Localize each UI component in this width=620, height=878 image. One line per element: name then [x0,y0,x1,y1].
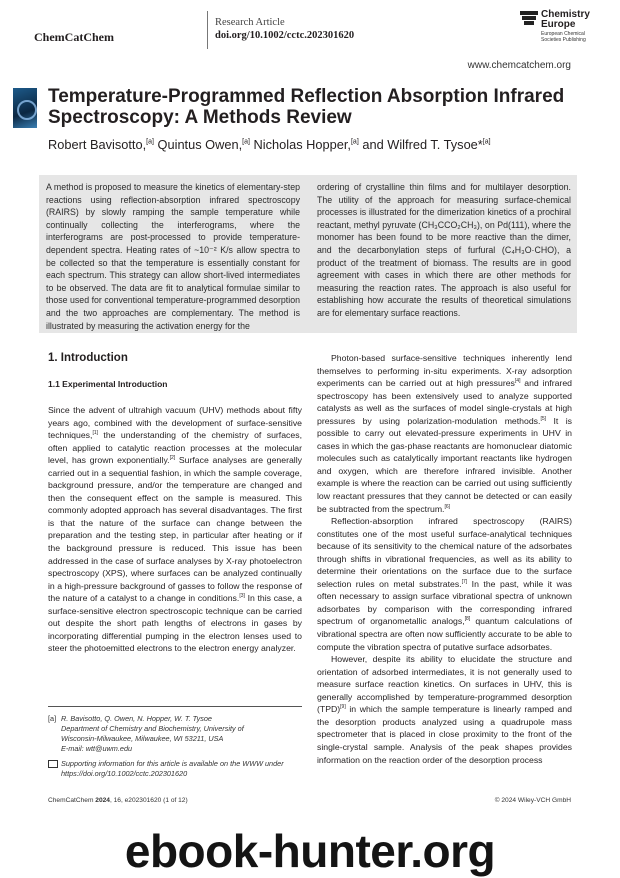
citation-ref[interactable]: [7] [461,578,468,585]
body-text: quantum calculations of vibrational spectra are often now sufficiently accurate to be able to compute the vibration spectra of putative surface adsorbates. [317,616,572,652]
author-list [48,137,608,152]
page-footer-copyright: © 2024 Wiley-VCH GmbH [494,797,571,804]
publisher-subtitle: European Chemical Societies Publishing [541,31,586,43]
section-heading: 1. Introduction [48,352,128,364]
article-title: Temperature-Programmed Reflection Absorption Infrared Spectroscopy: A Methods Review [48,86,565,128]
footer-journal: ChemCatChem [48,797,96,804]
body-text: Surface analyses are generally carried out in a sequential fashion, in which the sample coverage, background pressure, and/or the temperature are changed and then the consequent effect on the sample is measured. This commonly adopted approach has several disadvantages. The first is that the nature of the surface can change between the preparation and the testing step, in particular after heating or if the background pressure is reduced. This issue has been addressed in the case of surface analyses by X-ray photoelectron spectroscopy (XPS), where surfaces can be analyzed continually in a high-pressure background of gasses to follow the response of the nature of a catalyst to a change in conditions. [48,455,302,604]
header-divider [207,11,208,49]
body-paragraph [48,404,302,655]
citation-ref[interactable]: [9] [340,704,346,711]
citation-ref[interactable]: [6] [444,503,451,510]
citation-ref[interactable]: [1] [92,430,98,437]
author-name: and Wilfred T. Tysoe* [358,137,483,152]
body-text: In this case, a surface-sensitive electron spectroscopic technique can be carried out despite the short path lengths of electrons in gases by incorporating differential pumping in the electron lenses used to steer the photoemitted electrons to the electron energy analyzer. [48,593,302,654]
author-affiliation: [a] [242,138,250,146]
subsection-heading: 1.1 Experimental Introduction [48,379,168,389]
supporting-info-footnote [48,759,302,779]
author-email-link[interactable]: E-mail: wtt@uwm.edu [61,744,133,753]
abstract-text-right: ordering of crystalline thin films and for multilayer desorption. The utility of the approach for measuring surface-chemical processes is illustrated for the dimerization kinetics of a prochiral reactant, methyl pyruvate (CH₃CCO₂CH₃), on Pd(111), where the monomer has been found to be more reactive than the dimer, and the decarbonylation steps of furfural (C₄H₃O·CHO), a product of the treatment of biomass. The results are in good agreement with cases in which there are other methods for measuring the reaction rates. The approach is also useful for establishing how accurate the results of theoretical simulations are for elementary surface reactions. [317,182,571,318]
computer-icon [48,760,58,768]
journal-cover-thumbnail [13,88,37,128]
author-name: Robert Bavisotto, [48,137,147,152]
citation-ref[interactable]: [3] [239,593,245,600]
body-text: However, despite its ability to elucidate the structure and orientation of adsorbed intermediates, it is not generally used to measure surface reaction kinetics. On surfaces in UHV, this is generally accomplished by temperature-programmed desorption (TPD) [317,654,572,715]
citation-ref[interactable]: [4] [514,378,521,385]
watermark-text: ebook-hunter.org [124,825,496,877]
body-column-left [48,404,302,655]
journal-website-link[interactable]: www.chemcatchem.org [467,60,571,71]
footer-year: 2024 [95,797,110,804]
footnote-marker: [a] [48,714,57,723]
page-footer-citation [48,797,188,804]
body-paragraph [317,515,572,653]
footer-volume: , 16, e202301620 (1 of 12) [109,797,188,804]
affiliation-line: R. Bavisotto, Q. Owen, N. Hopper, W. T. Tysoe [61,714,212,723]
citation-ref[interactable]: [2] [169,455,176,462]
author-name: Quintus Owen, [153,137,243,152]
author-name: Nicholas Hopper, [249,137,351,152]
article-doi-link[interactable]: doi.org/10.1002/cctc.202301620 [215,30,355,41]
body-text: In the past, while it was often necessary to assign surface vibrational spectra of unknown adsorbates by comparison with the corresponding infrared spectrum of organometallic analogs, [317,578,573,627]
body-text: and infrared spectroscopy has been extensively used to analyze supported catalysts as well as the surfaces of model single-crystals at high pressures by using polarization-modulation methods. [317,378,572,426]
citation-ref[interactable]: [5] [540,415,546,422]
affiliation-line: Department of Chemistry and Biochemistry, University of [61,724,244,733]
citation-ref[interactable]: [8] [464,616,471,623]
publisher-name: Chemistry Europe [541,9,590,30]
body-text: Photon-based surface-sensitive techniques inherently lend themselves to performing in-situ experiments. X-ray adsorption experiments can be carried out at high pressures [317,353,572,389]
body-text: It is possible to carry out elevated-pressure experiments in UHV in cases in which the gas-phase reactants are homonuclear diatomic molecules such as catalytically important reactants like hydrogen and oxygen, which are therefore infrared invisible. Another example is where the reaction can be carried out using sufficiently low reactant pressures that they cannot be detected or can easily be subtracted from the spectrum. [317,415,572,514]
supporting-info-text[interactable]: Supporting information for this article is available on the WWW under https://doi.org/10.1002/cctc.202301620 [61,759,284,778]
affiliation-footnote [48,714,302,754]
affiliation-line: Wisconsin-Milwaukee, Milwaukee, WI 53211, USA [61,734,224,743]
body-column-right [317,352,572,766]
body-text: Reflection-absorption infrared spectroscopy (RAIRS) constitutes one of the most useful surface-analytical techniques because of its sensitivity to the chemical nature of the adsorbates through shifts in vibrational frequencies, as well as its ability to determine their orientations on the surface due to the surface selection rules on metal substrates. [317,516,572,589]
author-affiliation: [a] [146,138,154,146]
body-text: Since the advent of ultrahigh vacuum (UHV) methods about fifty years ago, combined with the development of surface-sensitive techniques, [48,405,302,441]
body-paragraph [317,352,572,515]
author-affiliation: [a] [482,138,491,146]
abstract-box [39,175,577,333]
chemistry-europe-logo-icon [520,11,538,25]
journal-name: ChemCatChem [34,30,114,44]
abstract-text-left: A method is proposed to measure the kinetics of elementary-step reactions using reflection-absorption infrared spectroscopy (RAIRS) by slowly ramping the sample temperature while continually collecting the interferograms, where the interferograms are post-processed to provide temperature-dependent spectra. Heating rates of ~10⁻² K/s allow spectra to be collected so that the temperature is essentially constant for each spectrum. This strategy can allow short-lived intermediates to be observed. The data are fit to analytical formulae similar to those used for conventional temperature-programmed desorption and the two approaches are complementary. The method is illustrated by measuring the activation energy for the [46,182,300,331]
body-text: the understanding of the chemistry of surfaces, often applied to catalytic reaction processes at the molecular level, has grown exponentially. [48,430,302,466]
author-affiliation: [a] [350,138,359,146]
footnote-divider [48,706,302,707]
article-type: Research Article [215,17,285,28]
body-paragraph [317,653,572,766]
body-text: in which the sample temperature is linearly ramped and the desorption products analyzed using a quadrupole mass spectrometer that is placed in close proximity to the front of the single-crystal sample. Analysis of the peak shapes provides information on the reaction order of the desorption process [317,704,572,765]
